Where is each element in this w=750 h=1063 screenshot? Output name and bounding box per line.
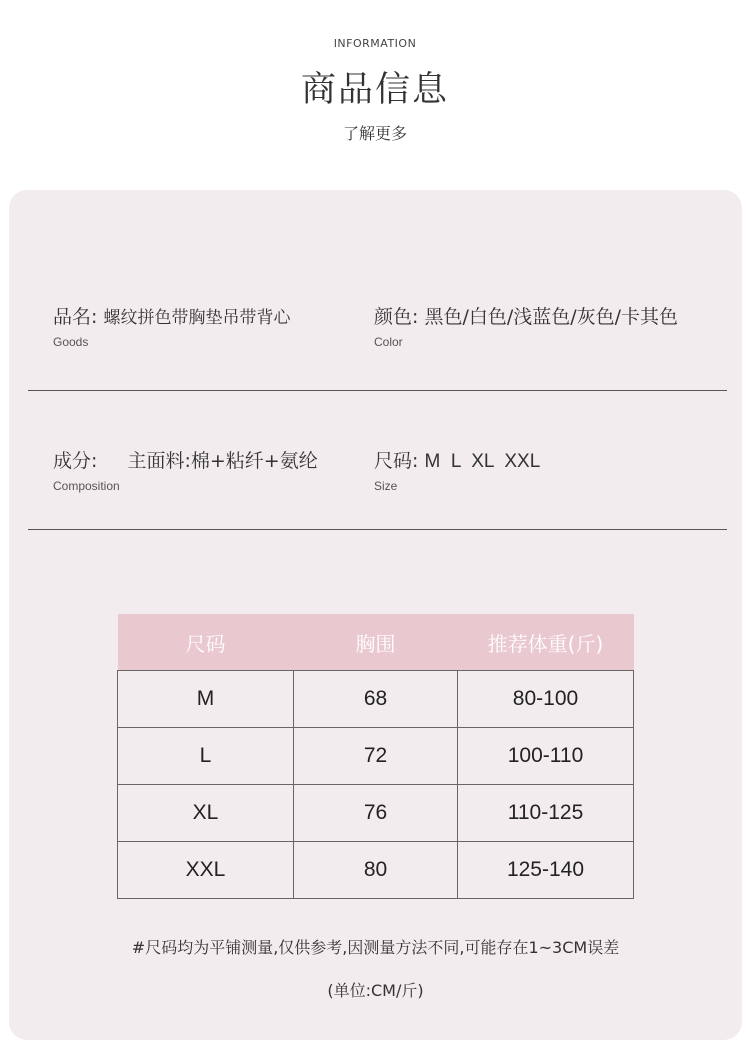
goods-label-en: Goods (53, 335, 89, 349)
page-title: 商品信息 (300, 70, 449, 110)
cell-weight: 100-110 (458, 728, 634, 785)
page-subtitle: 了解更多 (342, 124, 407, 143)
size-label: 尺码: (374, 450, 419, 472)
color-field (374, 302, 678, 349)
size-label-en: Size (374, 479, 398, 493)
cell-size: XL (118, 785, 294, 842)
table-row (118, 671, 634, 728)
unit-note: (单位:CM/斤) (327, 981, 424, 1000)
cell-bust: 80 (294, 842, 458, 899)
goods-label: 品名: (53, 306, 98, 328)
header-weight: 推荐体重(斤) (458, 614, 634, 671)
cell-bust: 72 (294, 728, 458, 785)
size-field (374, 446, 540, 493)
divider (28, 390, 727, 391)
header-bust: 胸围 (294, 614, 458, 671)
composition-label-en: Composition (53, 479, 120, 493)
cell-size: M (118, 671, 294, 728)
table-header-row (118, 614, 634, 671)
table-row (118, 728, 634, 785)
color-value: 黑色/白色/浅蓝色/灰色/卡其色 (424, 306, 679, 328)
color-label: 颜色: (374, 306, 419, 328)
cell-size: XXL (118, 842, 294, 899)
info-panel (9, 190, 742, 1040)
color-label-en: Color (374, 335, 403, 349)
goods-value: 螺纹拼色带胸垫吊带背心 (103, 308, 291, 328)
measurement-disclaimer: #尺码均为平铺测量,仅供参考,因测量方法不同,可能存在1~3CM误差 (131, 938, 620, 957)
composition-field (53, 446, 318, 493)
cell-weight: 125-140 (458, 842, 634, 899)
size-chart-table (117, 614, 634, 899)
composition-value: 主面料:棉+粘纤+氨纶 (127, 450, 318, 472)
table-row (118, 842, 634, 899)
cell-weight: 110-125 (458, 785, 634, 842)
cell-size: L (118, 728, 294, 785)
cell-bust: 76 (294, 785, 458, 842)
section-kicker: INFORMATION (333, 37, 417, 50)
size-value: M L XL XXL (424, 451, 541, 472)
composition-label: 成分: (53, 450, 98, 472)
divider (28, 529, 727, 530)
cell-weight: 80-100 (458, 671, 634, 728)
table-row (118, 785, 634, 842)
header-size: 尺码 (118, 614, 294, 671)
cell-bust: 68 (294, 671, 458, 728)
goods-field (53, 302, 290, 349)
